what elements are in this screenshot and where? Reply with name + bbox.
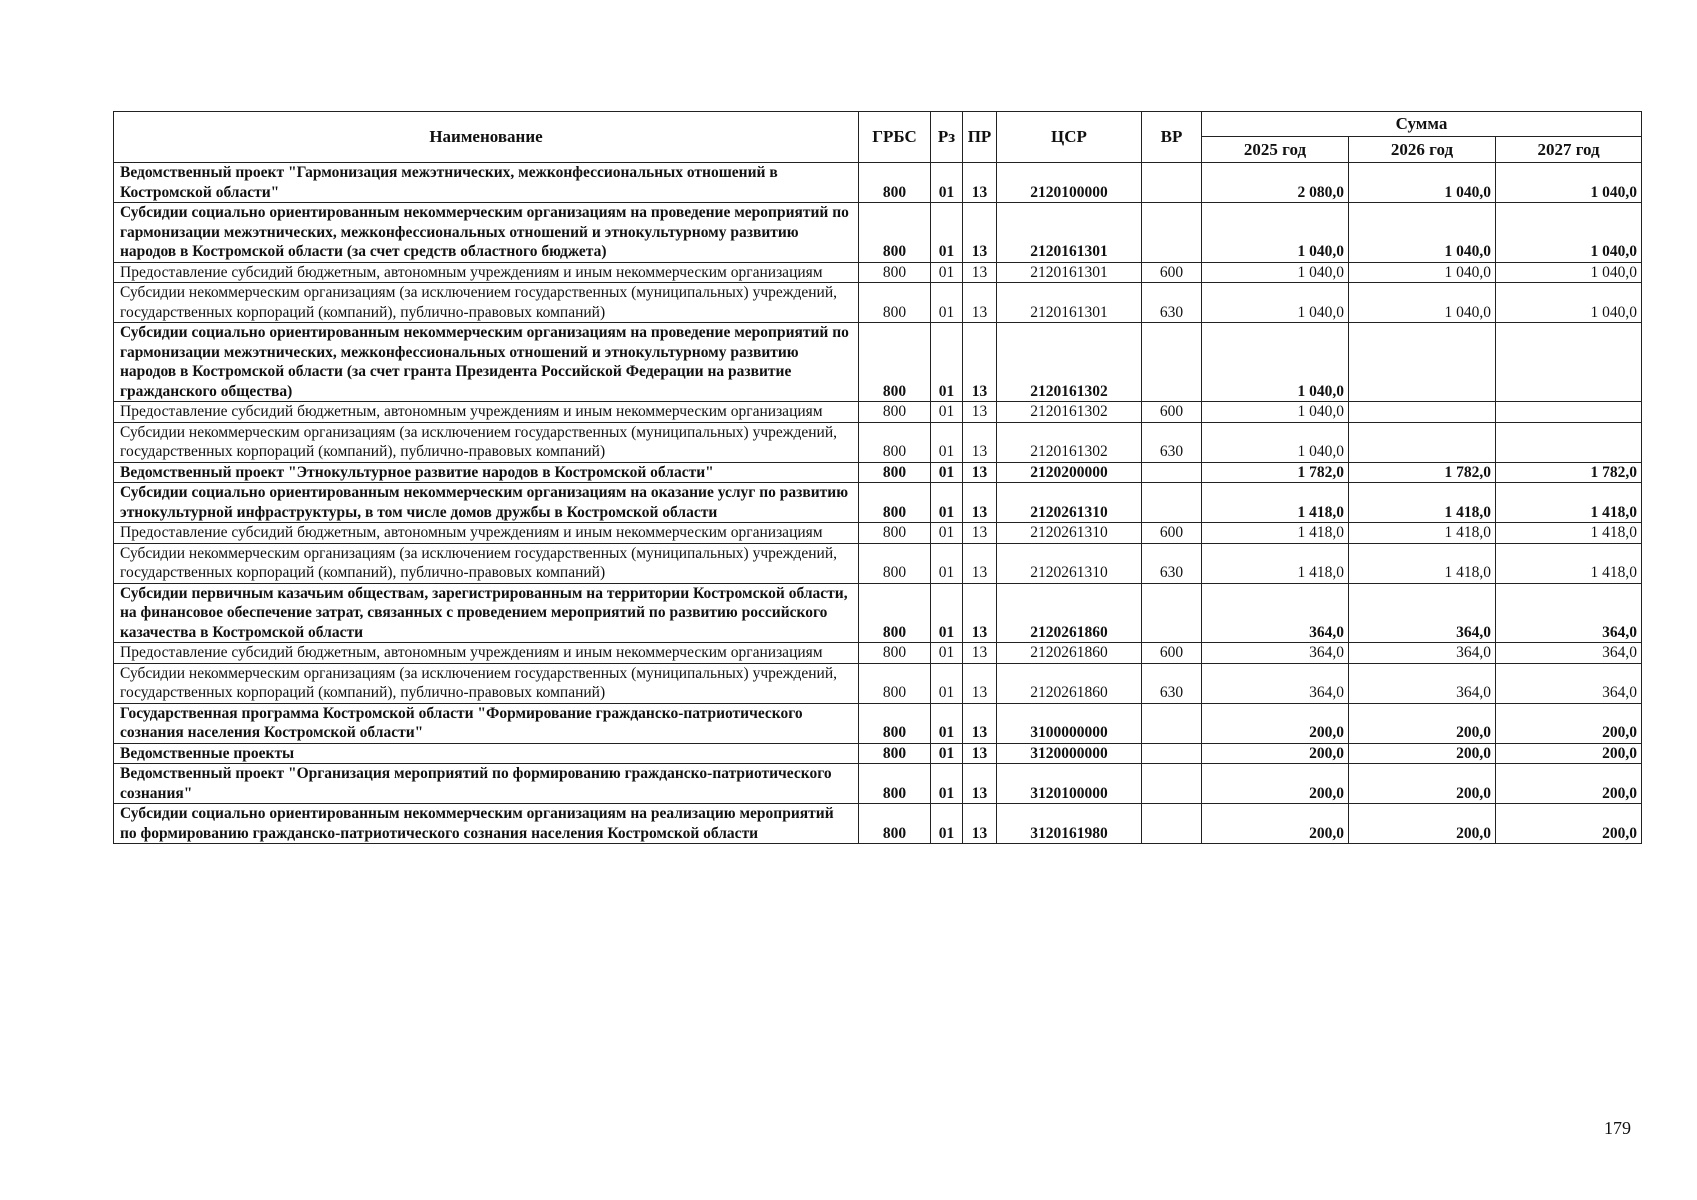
table-row <box>114 462 1642 483</box>
name-cell: Субсидии некоммерческим организациям (за исключением государственных (муниципальных) учреждений, государственных корпораций (компаний), публично-правовых компаний) <box>114 543 859 583</box>
page-number: 179 <box>1604 1118 1631 1138</box>
amount-2027-cell: 364,0 <box>1496 583 1642 643</box>
name-cell: Государственная программа Костромской области "Формирование гражданско-патриотического сознания населения Костромской области" <box>114 703 859 743</box>
name-cell: Ведомственный проект "Гармонизация межэтнических, межконфессиональных отношений в Костромской области" <box>114 163 859 203</box>
name-cell: Ведомственные проекты <box>114 743 859 764</box>
amount-2027-cell: 1 418,0 <box>1496 483 1642 523</box>
grbs-cell: 800 <box>859 804 931 844</box>
grbs-cell: 800 <box>859 764 931 804</box>
grbs-cell: 800 <box>859 543 931 583</box>
vr-cell <box>1142 583 1202 643</box>
amount-2026-cell: 1 418,0 <box>1349 523 1496 544</box>
pr-cell: 13 <box>963 422 997 462</box>
amount-2025-cell: 364,0 <box>1202 663 1349 703</box>
vr-cell <box>1142 764 1202 804</box>
amount-2025-cell: 200,0 <box>1202 764 1349 804</box>
pr-cell: 13 <box>963 583 997 643</box>
rz-cell: 01 <box>931 462 963 483</box>
name-cell: Предоставление субсидий бюджетным, автономным учреждениям и иным некоммерческим организациям <box>114 523 859 544</box>
csr-cell: 2120161302 <box>997 422 1142 462</box>
grbs-cell: 800 <box>859 483 931 523</box>
amount-2026-cell: 1 040,0 <box>1349 203 1496 263</box>
amount-2026-cell: 1 040,0 <box>1349 262 1496 283</box>
name-cell: Субсидии первичным казачьим обществам, зарегистрированным на территории Костромской области, на финансовое обеспечение затрат, связанных с проведением мероприятий по развитию российского казачества в Костромской области <box>114 583 859 643</box>
vr-cell: 630 <box>1142 422 1202 462</box>
csr-cell: 2120200000 <box>997 462 1142 483</box>
vr-cell: 630 <box>1142 663 1202 703</box>
vr-cell: 600 <box>1142 262 1202 283</box>
header-year-2025: 2025 год <box>1202 137 1349 163</box>
grbs-cell: 800 <box>859 523 931 544</box>
header-pr: ПР <box>963 112 997 163</box>
amount-2027-cell <box>1496 323 1642 402</box>
vr-cell: 600 <box>1142 643 1202 664</box>
pr-cell: 13 <box>963 203 997 263</box>
table-row <box>114 323 1642 402</box>
pr-cell: 13 <box>963 643 997 664</box>
csr-cell: 3120161980 <box>997 804 1142 844</box>
rz-cell: 01 <box>931 203 963 263</box>
table-row <box>114 262 1642 283</box>
csr-cell: 2120261310 <box>997 483 1142 523</box>
amount-2025-cell: 2 080,0 <box>1202 163 1349 203</box>
amount-2027-cell: 200,0 <box>1496 764 1642 804</box>
vr-cell <box>1142 323 1202 402</box>
name-cell: Субсидии социально ориентированным некоммерческим организациям на проведение мероприятий по гармонизации межэтнических, межконфессиональных отношений и этнокультурному развитию народов в Костромской области (за счет средств областного бюджета) <box>114 203 859 263</box>
table-row <box>114 402 1642 423</box>
grbs-cell: 800 <box>859 402 931 423</box>
header-sum: Сумма <box>1202 112 1642 137</box>
header-grbs: ГРБС <box>859 112 931 163</box>
amount-2027-cell: 1 418,0 <box>1496 543 1642 583</box>
table-row <box>114 283 1642 323</box>
amount-2025-cell: 200,0 <box>1202 804 1349 844</box>
vr-cell <box>1142 804 1202 844</box>
vr-cell: 630 <box>1142 283 1202 323</box>
name-cell: Субсидии социально ориентированным некоммерческим организациям на оказание услуг по развитию этнокультурной инфраструктуры, в том числе домов дружбы в Костромской области <box>114 483 859 523</box>
amount-2027-cell: 200,0 <box>1496 804 1642 844</box>
amount-2027-cell: 200,0 <box>1496 703 1642 743</box>
pr-cell: 13 <box>963 262 997 283</box>
rz-cell: 01 <box>931 163 963 203</box>
amount-2027-cell: 1 040,0 <box>1496 283 1642 323</box>
vr-cell: 630 <box>1142 543 1202 583</box>
vr-cell <box>1142 703 1202 743</box>
pr-cell: 13 <box>963 804 997 844</box>
amount-2025-cell: 364,0 <box>1202 643 1349 664</box>
vr-cell: 600 <box>1142 523 1202 544</box>
grbs-cell: 800 <box>859 663 931 703</box>
amount-2026-cell <box>1349 323 1496 402</box>
grbs-cell: 800 <box>859 422 931 462</box>
csr-cell: 2120261860 <box>997 663 1142 703</box>
amount-2026-cell <box>1349 402 1496 423</box>
amount-2025-cell: 1 040,0 <box>1202 203 1349 263</box>
pr-cell: 13 <box>963 743 997 764</box>
csr-cell: 3120000000 <box>997 743 1142 764</box>
amount-2026-cell: 1 040,0 <box>1349 163 1496 203</box>
amount-2027-cell: 1 782,0 <box>1496 462 1642 483</box>
name-cell: Предоставление субсидий бюджетным, автономным учреждениям и иным некоммерческим организациям <box>114 402 859 423</box>
amount-2025-cell: 1 418,0 <box>1202 523 1349 544</box>
name-cell: Субсидии некоммерческим организациям (за исключением государственных (муниципальных) учреждений, государственных корпораций (компаний), публично-правовых компаний) <box>114 663 859 703</box>
grbs-cell: 800 <box>859 643 931 664</box>
grbs-cell: 800 <box>859 743 931 764</box>
amount-2026-cell: 1 040,0 <box>1349 283 1496 323</box>
amount-2026-cell: 364,0 <box>1349 643 1496 664</box>
amount-2026-cell: 364,0 <box>1349 583 1496 643</box>
pr-cell: 13 <box>963 462 997 483</box>
amount-2027-cell: 1 040,0 <box>1496 203 1642 263</box>
grbs-cell: 800 <box>859 462 931 483</box>
grbs-cell: 800 <box>859 203 931 263</box>
amount-2025-cell: 1 040,0 <box>1202 422 1349 462</box>
rz-cell: 01 <box>931 703 963 743</box>
vr-cell <box>1142 163 1202 203</box>
csr-cell: 3120100000 <box>997 764 1142 804</box>
header-vr: ВР <box>1142 112 1202 163</box>
table-row <box>114 804 1642 844</box>
csr-cell: 2120261860 <box>997 643 1142 664</box>
csr-cell: 2120161301 <box>997 262 1142 283</box>
header-year-2027: 2027 год <box>1496 137 1642 163</box>
grbs-cell: 800 <box>859 283 931 323</box>
table-row <box>114 422 1642 462</box>
csr-cell: 3100000000 <box>997 703 1142 743</box>
amount-2025-cell: 1 418,0 <box>1202 483 1349 523</box>
csr-cell: 2120161301 <box>997 203 1142 263</box>
rz-cell: 01 <box>931 543 963 583</box>
vr-cell <box>1142 203 1202 263</box>
name-cell: Субсидии некоммерческим организациям (за исключением государственных (муниципальных) учреждений, государственных корпораций (компаний), публично-правовых компаний) <box>114 283 859 323</box>
rz-cell: 01 <box>931 643 963 664</box>
table-row <box>114 583 1642 643</box>
amount-2026-cell: 1 782,0 <box>1349 462 1496 483</box>
amount-2025-cell: 1 040,0 <box>1202 402 1349 423</box>
table-row <box>114 523 1642 544</box>
name-cell: Предоставление субсидий бюджетным, автономным учреждениям и иным некоммерческим организациям <box>114 643 859 664</box>
csr-cell: 2120161302 <box>997 323 1142 402</box>
table-row <box>114 643 1642 664</box>
grbs-cell: 800 <box>859 262 931 283</box>
amount-2025-cell: 1 040,0 <box>1202 262 1349 283</box>
rz-cell: 01 <box>931 262 963 283</box>
pr-cell: 13 <box>963 163 997 203</box>
vr-cell <box>1142 483 1202 523</box>
amount-2026-cell: 200,0 <box>1349 804 1496 844</box>
amount-2025-cell: 364,0 <box>1202 583 1349 643</box>
amount-2025-cell: 1 418,0 <box>1202 543 1349 583</box>
table-row <box>114 703 1642 743</box>
amount-2026-cell: 1 418,0 <box>1349 483 1496 523</box>
rz-cell: 01 <box>931 583 963 643</box>
amount-2027-cell: 364,0 <box>1496 643 1642 664</box>
table-row <box>114 743 1642 764</box>
name-cell: Субсидии социально ориентированным некоммерческим организациям на реализацию мероприятий по формированию гражданско-патриотического сознания населения Костромской области <box>114 804 859 844</box>
csr-cell: 2120261310 <box>997 543 1142 583</box>
table-row <box>114 543 1642 583</box>
pr-cell: 13 <box>963 764 997 804</box>
vr-cell <box>1142 462 1202 483</box>
table-row <box>114 764 1642 804</box>
table-row <box>114 663 1642 703</box>
table-row <box>114 483 1642 523</box>
header-year-2026: 2026 год <box>1349 137 1496 163</box>
pr-cell: 13 <box>963 543 997 583</box>
table-row <box>114 203 1642 263</box>
csr-cell: 2120161301 <box>997 283 1142 323</box>
grbs-cell: 800 <box>859 323 931 402</box>
grbs-cell: 800 <box>859 703 931 743</box>
grbs-cell: 800 <box>859 163 931 203</box>
csr-cell: 2120261310 <box>997 523 1142 544</box>
amount-2027-cell: 1 040,0 <box>1496 163 1642 203</box>
table-body <box>114 163 1642 844</box>
rz-cell: 01 <box>931 764 963 804</box>
rz-cell: 01 <box>931 283 963 323</box>
csr-cell: 2120161302 <box>997 402 1142 423</box>
amount-2027-cell: 364,0 <box>1496 663 1642 703</box>
amount-2026-cell <box>1349 422 1496 462</box>
name-cell: Ведомственный проект "Организация мероприятий по формированию гражданско-патриотического сознания" <box>114 764 859 804</box>
rz-cell: 01 <box>931 523 963 544</box>
amount-2027-cell <box>1496 402 1642 423</box>
pr-cell: 13 <box>963 402 997 423</box>
grbs-cell: 800 <box>859 583 931 643</box>
budget-sheet <box>113 111 1641 844</box>
amount-2026-cell: 364,0 <box>1349 663 1496 703</box>
table-header <box>114 112 1642 163</box>
rz-cell: 01 <box>931 402 963 423</box>
amount-2025-cell: 200,0 <box>1202 703 1349 743</box>
header-rz: Рз <box>931 112 963 163</box>
name-cell: Предоставление субсидий бюджетным, автономным учреждениям и иным некоммерческим организациям <box>114 262 859 283</box>
rz-cell: 01 <box>931 743 963 764</box>
rz-cell: 01 <box>931 422 963 462</box>
pr-cell: 13 <box>963 703 997 743</box>
amount-2027-cell <box>1496 422 1642 462</box>
amount-2025-cell: 1 040,0 <box>1202 283 1349 323</box>
csr-cell: 2120100000 <box>997 163 1142 203</box>
amount-2025-cell: 200,0 <box>1202 743 1349 764</box>
vr-cell <box>1142 743 1202 764</box>
rz-cell: 01 <box>931 804 963 844</box>
rz-cell: 01 <box>931 663 963 703</box>
name-cell: Субсидии социально ориентированным некоммерческим организациям на проведение мероприятий по гармонизации межэтнических, межконфессиональных отношений и этнокультурному развитию народов в Костромской области (за счет гранта Президента Российской Федерации на развитие гражданского общества) <box>114 323 859 402</box>
csr-cell: 2120261860 <box>997 583 1142 643</box>
table-row <box>114 163 1642 203</box>
amount-2027-cell: 1 418,0 <box>1496 523 1642 544</box>
vr-cell: 600 <box>1142 402 1202 423</box>
amount-2026-cell: 1 418,0 <box>1349 543 1496 583</box>
name-cell: Ведомственный проект "Этнокультурное развитие народов в Костромской области" <box>114 462 859 483</box>
budget-table <box>113 111 1642 844</box>
header-name: Наименование <box>114 112 859 163</box>
amount-2026-cell: 200,0 <box>1349 703 1496 743</box>
amount-2027-cell: 1 040,0 <box>1496 262 1642 283</box>
pr-cell: 13 <box>963 323 997 402</box>
header-csr: ЦСР <box>997 112 1142 163</box>
rz-cell: 01 <box>931 323 963 402</box>
pr-cell: 13 <box>963 483 997 523</box>
amount-2025-cell: 1 040,0 <box>1202 323 1349 402</box>
amount-2026-cell: 200,0 <box>1349 764 1496 804</box>
pr-cell: 13 <box>963 523 997 544</box>
amount-2026-cell: 200,0 <box>1349 743 1496 764</box>
pr-cell: 13 <box>963 283 997 323</box>
rz-cell: 01 <box>931 483 963 523</box>
name-cell: Субсидии некоммерческим организациям (за исключением государственных (муниципальных) учреждений, государственных корпораций (компаний), публично-правовых компаний) <box>114 422 859 462</box>
amount-2025-cell: 1 782,0 <box>1202 462 1349 483</box>
pr-cell: 13 <box>963 663 997 703</box>
amount-2027-cell: 200,0 <box>1496 743 1642 764</box>
